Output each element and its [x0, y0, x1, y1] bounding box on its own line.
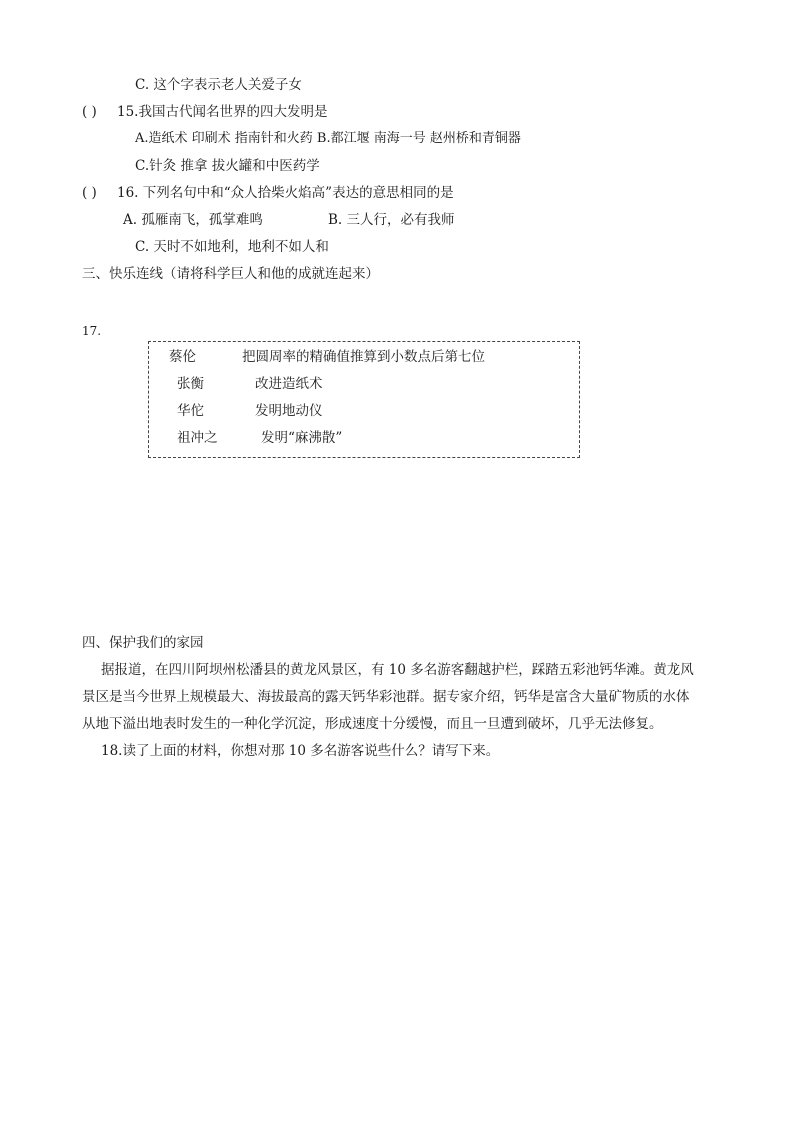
achievement-item[interactable]: 改进造纸术: [255, 376, 323, 392]
q16-option-a: A. 孤雁南飞，孤掌难鸣: [123, 212, 263, 228]
scientist-name[interactable]: 蔡伦: [169, 349, 196, 365]
q15-option-c: C.针灸 推拿 拔火罐和中医药学: [135, 158, 320, 174]
scientist-name[interactable]: 华佗: [177, 403, 204, 419]
section3-title: 三、快乐连线（请将科学巨人和他的成就连起来）: [82, 266, 379, 282]
q14-option-c: C. 这个字表示老人关爱子女: [135, 77, 302, 93]
q16-stem: 16. 下列名句中和“众人拾柴火焰高”表达的意思相同的是: [117, 185, 454, 201]
q16-answer-bracket: ( ): [82, 185, 97, 201]
q17-number: 17.: [82, 324, 102, 338]
q16-option-b: B. 三人行，必有我师: [328, 212, 455, 228]
section4-paragraph-line: 据报道，在四川阿坝州松潘县的黄龙风景区，有 10 多名游客翻越护栏，踩踏五彩池钙华滩。黄龙风: [101, 662, 694, 678]
achievement-item[interactable]: 发明“麻沸散”: [261, 430, 343, 446]
q15-option-ab: A.造纸术 印刷术 指南针和火药 B.都江堰 南海一号 赵州桥和青铜器: [135, 131, 521, 146]
q18-prompt: 18.读了上面的材料，你想对那 10 多名游客说些什么？请写下来。: [101, 743, 500, 759]
matching-box: [148, 341, 580, 458]
section4-title: 四、保护我们的家园: [82, 635, 204, 651]
section4-paragraph-line: 从地下溢出地表时发生的一种化学沉淀，形成速度十分缓慢，而且一旦遭到破坏，几乎无法修复。: [82, 716, 663, 732]
q15-answer-bracket: ( ): [82, 104, 97, 120]
q16-option-c: C. 天时不如地利，地利不如人和: [135, 239, 329, 255]
q15-stem: 15.我国古代闻名世界的四大发明是: [117, 104, 328, 120]
scientist-name[interactable]: 张衡: [177, 376, 204, 392]
section4-paragraph-line: 景区是当今世界上规模最大、海拔最高的露天钙华彩池群。据专家介绍，钙华是富含大量矿物质的水体: [82, 689, 690, 705]
scientist-name[interactable]: 祖冲之: [177, 430, 218, 446]
achievement-item[interactable]: 把圆周率的精确值推算到小数点后第七位: [242, 349, 485, 365]
achievement-item[interactable]: 发明地动仪: [255, 403, 323, 419]
